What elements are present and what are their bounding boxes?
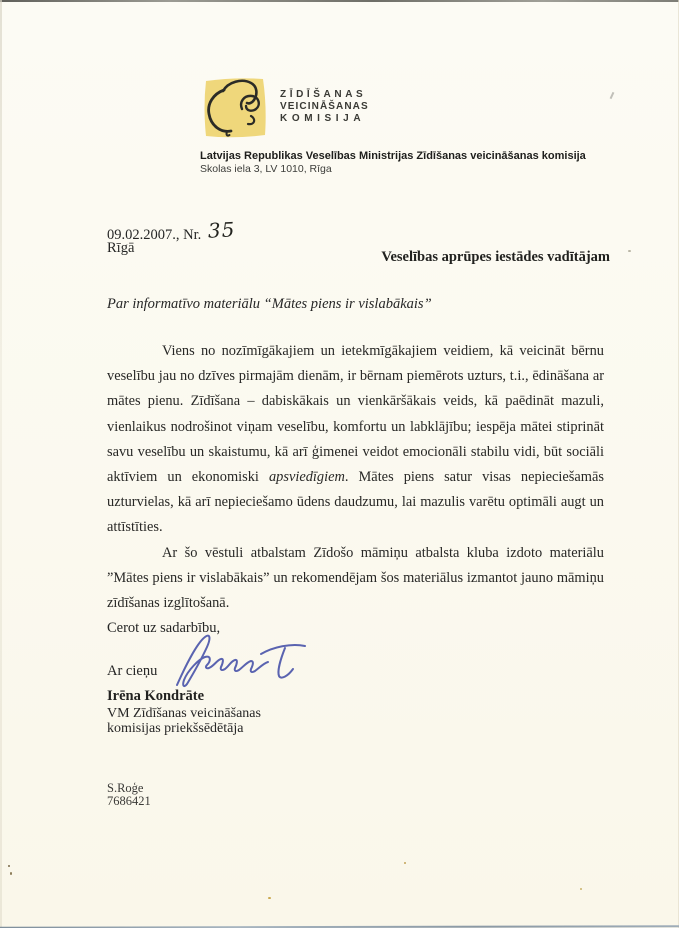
handwritten-document-number: 35 bbox=[207, 217, 237, 243]
addressee-line: Veselības aprūpes iestādes vadītājam bbox=[381, 249, 610, 265]
paragraph1-text: Viens no nozīmīgākajiem un ietekmīgākajiem veidiem, kā veicināt bērnu veselību jau no dzīves pirmajām dienām, ir bērnam piemērots uzturs, t.i., ēdināšana ar mātes pienu. Zīdīšana – dabiskākais un vienkāršākais veids, kā paēdināt mazuli, vienlaikus nodrošinot viņam veselību, komfortu un labklājību; iespēja mātei stiprināt savu veselību un skaistumu, kā arī ģimenei veidot emocionāli stabilu vidi, būt sociāli aktīviem un ekonomiski bbox=[107, 343, 604, 486]
signer-name: Irēna Kondrāte bbox=[107, 688, 205, 704]
signature-ink-icon bbox=[167, 629, 313, 691]
scan-speck bbox=[580, 888, 582, 890]
organization-name: Latvijas Republikas Veselības Ministrijas Zīdīšanas veicināšanas komisija bbox=[200, 150, 586, 162]
body-paragraph-2: Ar šo vēstuli atbalstam Zīdošo māmiņu atbalsta kluba izdoto materiālu ”Mātes piens ir vislabākais” un rekomendējam šos materiālus izmantot jauno māmiņu zīdīšanas izglītošanā. bbox=[107, 544, 604, 612]
mother-and-child-icon bbox=[202, 76, 268, 139]
letter-body bbox=[107, 339, 604, 616]
logo-wordmark-line2: VEICINĀŠANAS bbox=[280, 101, 369, 112]
subject-line: Par informatīvo materiālu “Mātes piens ir vislabākais” bbox=[107, 296, 432, 312]
logo-wordmark-line3: KOMISIJA bbox=[280, 113, 366, 124]
scan-smudge bbox=[628, 250, 631, 252]
body-paragraph-1 bbox=[107, 339, 604, 541]
regards-line: Ar cieņu bbox=[107, 663, 158, 679]
handwritten-signature bbox=[167, 629, 313, 691]
scan-edge-top bbox=[0, 0, 679, 2]
footer-contact-phone: 7686421 bbox=[107, 794, 151, 808]
logo-wordmark bbox=[280, 89, 369, 125]
paragraph1-text-continued: . Mātes piens satur visas nepieciešamās uzturvielas, kā arī nepieciešamo ūdens daudzumu, lai mazulis varētu optimāli augt un attīstīties. bbox=[107, 469, 604, 536]
scan-speck bbox=[268, 897, 271, 899]
date-number-label: 09.02.2007., Nr. bbox=[107, 227, 202, 243]
scan-background-below-paper bbox=[0, 928, 679, 935]
signer-title-line2: komisijas priekšsēdētāja bbox=[107, 721, 244, 736]
scan-edge-left bbox=[0, 0, 2, 935]
commission-logo bbox=[202, 76, 268, 139]
scan-smudge bbox=[610, 92, 615, 99]
organization-address: Skolas iela 3, LV 1010, Rīga bbox=[200, 163, 332, 175]
paragraph1-italic-word: apsviedīgiem bbox=[268, 469, 345, 486]
scan-speck bbox=[404, 862, 406, 864]
scan-speck bbox=[10, 872, 12, 875]
footer-contact-name: S.Roģe bbox=[107, 781, 144, 795]
valediction-line: Cerot uz sadarbību, bbox=[107, 620, 221, 636]
scan-speck bbox=[8, 865, 10, 867]
city-line: Rīgā bbox=[107, 240, 135, 256]
logo-wordmark-line1: ZĪDĪŠANAS bbox=[280, 89, 367, 100]
signer-title-line1: VM Zīdīšanas veicināšanas bbox=[107, 706, 261, 721]
